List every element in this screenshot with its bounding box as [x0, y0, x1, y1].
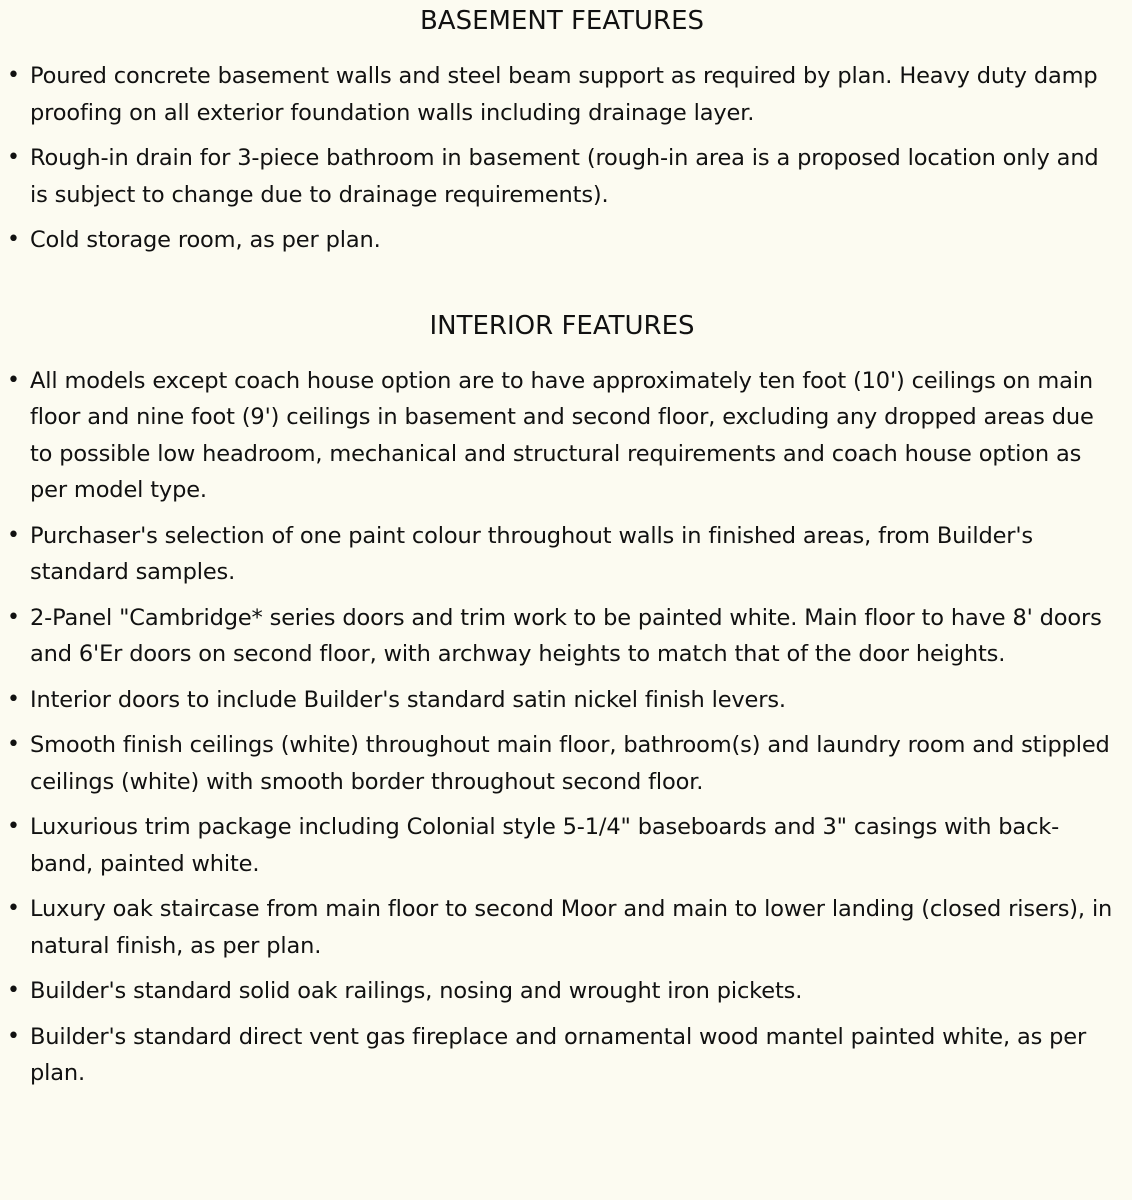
list-item-text: 2-Panel "Cambridge* series doors and trim work to be painted white. Main floor to have 8' doors and 6'Er doors on second floor, with archway heights to match that of the door heights. — [30, 604, 1102, 667]
list-item-text: Rough-in drain for 3-piece bathroom in basement (rough-in area is a proposed location only and is subject to change due to drainage requirements). — [30, 145, 1099, 208]
bullet-icon: • — [7, 1023, 20, 1049]
list-item — [6, 58, 1118, 131]
bullet-icon: • — [7, 63, 20, 88]
list-item — [6, 222, 1118, 259]
list-item — [6, 1019, 1118, 1092]
bullet-icon: • — [7, 732, 20, 757]
interior-features-list — [6, 363, 1118, 1092]
bullet-icon: • — [7, 522, 20, 548]
list-item-text: Poured concrete basement walls and steel beam support as required by plan. Heavy duty damp proofing on all exterior foundation walls including drainage layer. — [30, 63, 1098, 126]
bullet-icon: • — [7, 227, 20, 252]
basement-features-title: BASEMENT FEATURES — [419, 6, 705, 36]
list-item — [6, 518, 1118, 591]
bullet-icon: • — [7, 814, 20, 839]
list-item — [6, 891, 1118, 964]
bullet-icon: • — [7, 978, 20, 1003]
list-item — [6, 363, 1118, 509]
list-item — [6, 973, 1118, 1010]
list-item-text: Purchaser's selection of one paint colour throughout walls in finished areas, from Builder's standard samples. — [30, 522, 1033, 585]
interior-features-title: INTERIOR FEATURES — [429, 310, 695, 341]
list-item-text: Builder's standard direct vent gas fireplace and ornamental wood mantel painted white, as per plan. — [30, 1023, 1087, 1086]
list-item — [6, 727, 1118, 800]
list-item — [6, 140, 1118, 213]
basement-features-list — [6, 58, 1118, 259]
list-item-text: All models except coach house option are to have approximately ten foot (10') ceilings on main floor and nine foot (9') ceilings in basement and second floor, excluding any dropped areas due to possible low headroom, mechanical and structural requirements and coach house option as per model type. — [30, 367, 1094, 503]
list-item-text: Luxurious trim package including Colonial style 5-1/4" baseboards and 3" casings with back-band, painted white. — [30, 814, 1060, 877]
list-item-text: Cold storage room, as per plan. — [30, 227, 381, 253]
list-item — [6, 600, 1118, 673]
bullet-icon: • — [7, 896, 20, 921]
list-item-text: Luxury oak staircase from main floor to second Moor and main to lower landing (closed risers), in natural finish, as per plan. — [30, 896, 1113, 959]
list-item — [6, 682, 1118, 719]
bullet-icon: • — [7, 367, 20, 393]
list-item-text: Builder's standard solid oak railings, nosing and wrought iron pickets. — [30, 978, 803, 1004]
list-item-text: Interior doors to include Builder's standard satin nickel finish levers. — [30, 686, 786, 713]
bullet-icon: • — [7, 145, 20, 170]
list-item-text: Smooth finish ceilings (white) throughout main floor, bathroom(s) and laundry room and stippled ceilings (white) with smooth border throughout second floor. — [30, 732, 1110, 795]
bullet-icon: • — [7, 686, 20, 712]
bullet-icon: • — [7, 604, 20, 630]
list-item — [6, 809, 1118, 882]
